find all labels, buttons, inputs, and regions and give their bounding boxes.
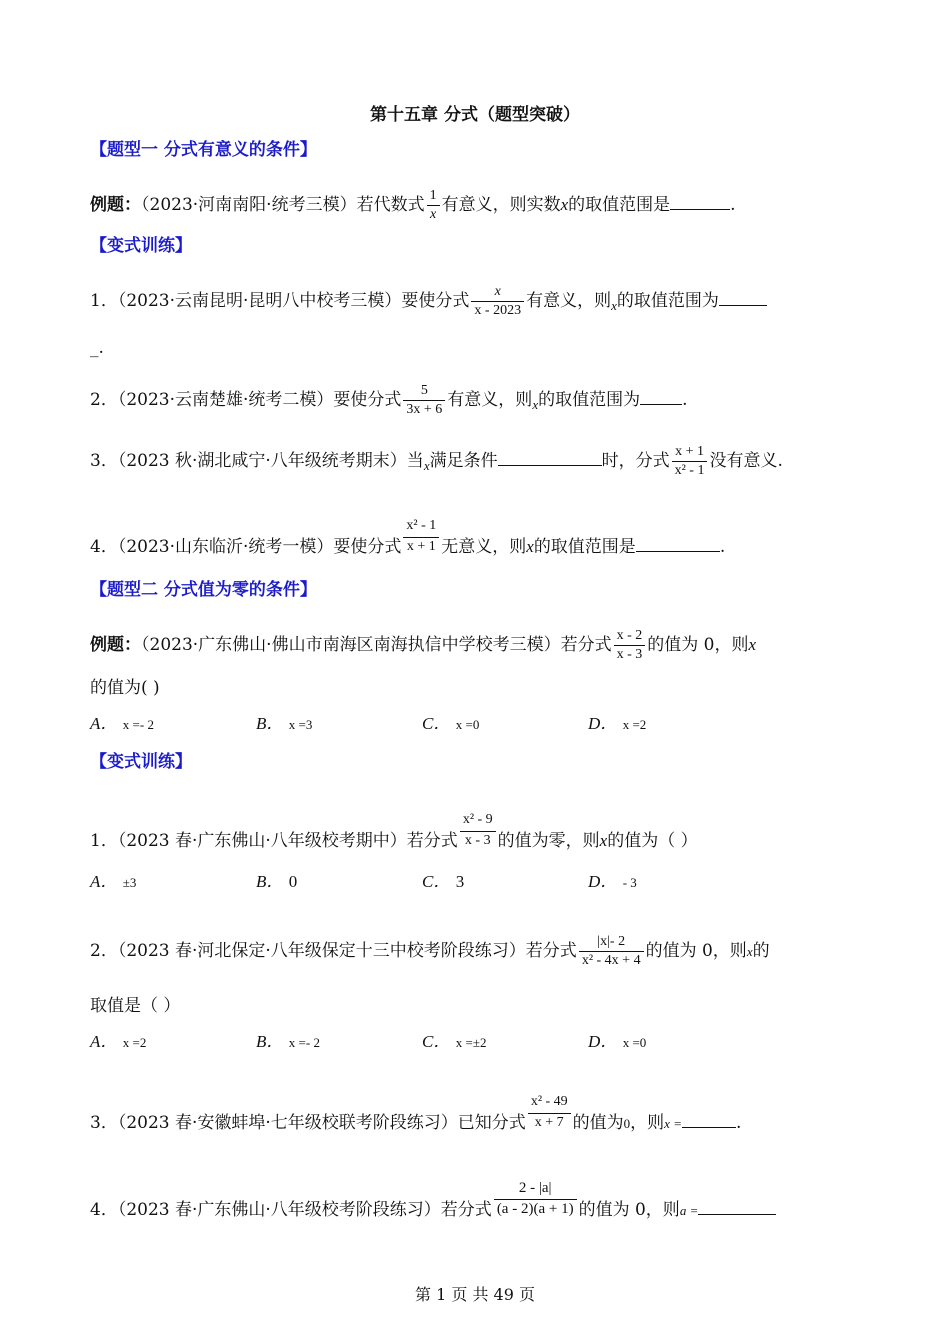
q2-2-option-c: C． x =±2 xyxy=(422,1032,487,1051)
type1-example: 例题：（2023·河南南阳·统考三模）若代数式 $\frac{1}{x}$ 有意义，则实数x的取值范围是 . xyxy=(90,188,736,222)
fraction-1-over-x: $\frac{1}{x}$ xyxy=(427,188,440,223)
q2-2-option-d: D． x =0 xyxy=(588,1032,647,1051)
fraction-x2m1-over-xp1: $\frac{\text{x² - 1}}{x + 1}$ xyxy=(403,518,439,555)
page-title: 第十五章 分式（题型突破） xyxy=(370,105,580,125)
fraction-5-over-3x6: $\frac{5}{3x + 6}$ xyxy=(403,383,445,418)
question-1-1: 1．（2023·云南昆明·昆明八中校考三模）要使分式 $\frac{x}{x - 2023}$ 有意义，则$_x$的取值范围为 xyxy=(90,284,767,319)
question-2-2: 2．（2023 春·河北保定·八年级保定十三中校考阶段练习）若分式 $\frac{|x|- 2}{\text{x² - 4x + 4}}$ 的值为 0，则x的 xyxy=(90,934,770,968)
question-2-2-wrap: 取值是（ ） xyxy=(90,996,181,1016)
section-heading-type2: 【题型二 分式值为零的条件】 xyxy=(90,580,317,600)
q2-2-option-a: A． x =2 xyxy=(90,1032,147,1051)
section-heading-practice-1: 【变式训练】 xyxy=(90,236,192,256)
answer-blank xyxy=(636,535,720,552)
answer-blank xyxy=(498,449,602,466)
q2-1-option-c: C． 3 xyxy=(422,872,465,891)
type2-example-option-c: C． x =0 xyxy=(422,714,480,733)
section-heading-type1: 【题型一 分式有意义的条件】 xyxy=(90,140,317,160)
fraction-xm2-over-xm3: $\frac{x - 2}{x - 3}$ xyxy=(614,628,646,663)
example-label: 例题： xyxy=(90,195,141,215)
fraction-absx-over-quadratic: $\frac{|x|- 2}{\text{x² - 4x + 4}}$ xyxy=(579,934,644,969)
type2-example-option-b: B． x =3 xyxy=(256,714,313,733)
question-2-1: 1．（2023 春·广东佛山·八年级校考期中）若分式 $\frac{\text{x² - 9}}{x - 3}$ 的值为零，则x的值为（ ） xyxy=(90,812,698,851)
fraction-x2m49-over-xp7: $\frac{\text{x² - 49}}{x + 7}$ xyxy=(528,1094,571,1131)
section-heading-practice-2: 【变式训练】 xyxy=(90,752,192,772)
type2-example-wrap: 的值为( ) xyxy=(90,678,160,698)
question-2-4: 4．（2023 春·广东佛山·八年级校考阶段练习）若分式 $\frac{2 - |a|}{(a - 2)(a + 1)}$ 的值为 0，则a = xyxy=(90,1180,776,1221)
fraction-2mabsa-over-product: $\frac{2 - |a|}{(a - 2)(a + 1)}$ xyxy=(494,1180,577,1217)
answer-blank xyxy=(640,388,682,405)
fraction-x1-over-x2m1: $\frac{x + 1}{\text{x² - 1}}$ xyxy=(672,444,708,479)
answer-blank xyxy=(682,1111,736,1128)
answer-blank xyxy=(698,1198,776,1215)
q2-1-option-a: A． ±3 xyxy=(90,872,137,891)
type2-example-option-a: A． x =- 2 xyxy=(90,714,154,733)
q2-2-option-b: B． x =- 2 xyxy=(256,1032,320,1051)
question-1-1-wrap: _. xyxy=(90,338,104,358)
fraction-x-over-x-2023: $\frac{x}{x - 2023}$ xyxy=(471,284,524,319)
answer-blank xyxy=(719,289,767,306)
answer-blank xyxy=(670,193,730,210)
question-1-3: 3．（2023 秋·湖北咸宁·八年级统考期末）当$_x$满足条件 时，分式 $\frac{x + 1}{\text{x² - 1}}$ 没有意义. xyxy=(90,444,783,478)
question-1-4: 4．（2023·山东临沂·统考一模）要使分式 $\frac{\text{x² - 1}}{x + 1}$ 无意义，则x的取值范围是 . xyxy=(90,518,726,557)
q2-1-option-b: B． 0 xyxy=(256,872,298,891)
type2-example-option-d: D． x =2 xyxy=(588,714,647,733)
type2-example: 例题：（2023·广东佛山·佛山市南海区南海执信中学校考三模）若分式 $\frac{x - 2}{x - 3}$ 的值为 0，则x xyxy=(90,628,757,662)
fraction-x2m9-over-xm3: $\frac{\text{x² - 9}}{x - 3}$ xyxy=(460,812,496,849)
page-footer: 第 1 页 共 49 页 xyxy=(415,1285,535,1304)
question-2-3: 3．（2023 春·安徽蚌埠·七年级校联考阶段练习）已知分式 $\frac{\text{x² - 49}}{x + 7}$ 的值为0，则x = . xyxy=(90,1094,742,1133)
q2-1-option-d: D． - 3 xyxy=(588,872,637,891)
question-1-2: 2．（2023·云南楚雄·统考二模）要使分式 $\frac{5}{3x + 6}$ 有意义，则$_x$的取值范围为 . xyxy=(90,383,688,417)
